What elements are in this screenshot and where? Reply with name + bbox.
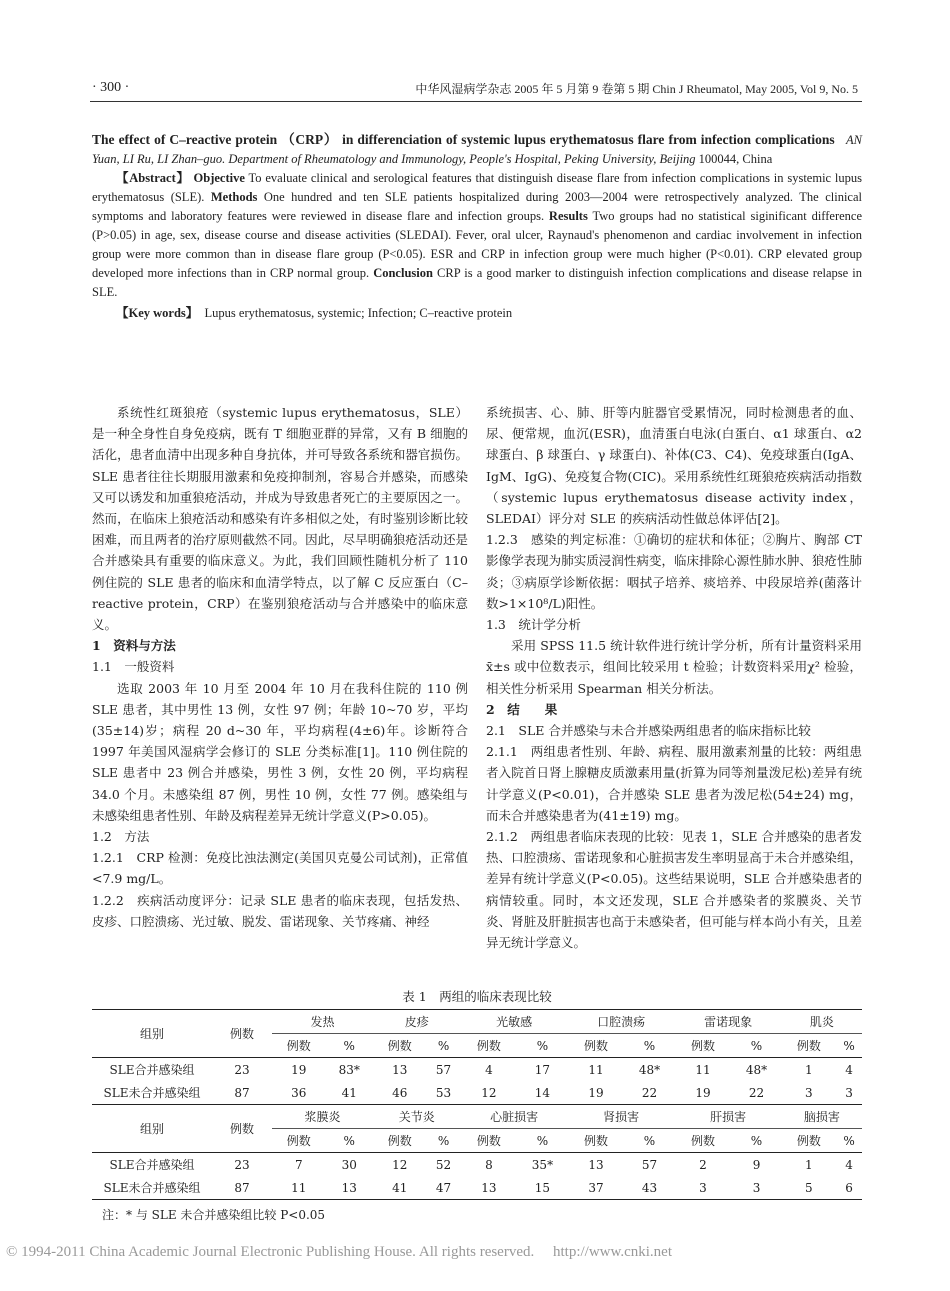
table-cell: 1 — [805, 1062, 813, 1077]
keywords-text: Lupus erythematosus, systemic; Infection; C–reactive protein — [204, 306, 513, 320]
english-abstract — [92, 130, 862, 323]
sub-header: % — [536, 1038, 549, 1053]
table-cell: 48* — [638, 1062, 661, 1077]
methods-label: Methods — [210, 190, 258, 204]
sub-header: % — [750, 1133, 763, 1148]
sub-header: % — [750, 1038, 763, 1053]
col-header: 浆膜炎 — [272, 1105, 373, 1129]
table-cell: 11 — [291, 1180, 307, 1195]
sub-header: 例数 — [476, 1039, 501, 1053]
table-cell: 5 — [805, 1180, 813, 1195]
table-cell: 15 — [534, 1180, 551, 1195]
sub-header: 例数 — [796, 1134, 821, 1148]
table-cell: 47 — [435, 1180, 452, 1195]
clinical-table — [92, 1009, 862, 1200]
col-header: 肌炎 — [782, 1010, 862, 1034]
table-cell: 4 — [845, 1157, 853, 1172]
table-cell: 17 — [534, 1062, 551, 1077]
table-cell: 14 — [534, 1085, 551, 1100]
table-cell: 13 — [481, 1180, 497, 1195]
col-header: 发热 — [272, 1010, 373, 1034]
sub-header: % — [843, 1038, 855, 1053]
table-row — [92, 1176, 862, 1200]
table-row — [92, 1153, 862, 1177]
sub-header: % — [643, 1038, 656, 1053]
table-cell: 53 — [435, 1085, 452, 1100]
journal-header: 中华风湿病学杂志 2005 年 5 月第 9 卷第 5 期 Chin J Rheumatol, May 2005, Vol 9, No. 5 — [415, 82, 858, 96]
sub-header: 例数 — [387, 1039, 412, 1053]
cases-header: 例数 — [229, 1122, 254, 1136]
col-header: 口腔溃疡 — [568, 1010, 675, 1034]
col-header: 雷诺现象 — [675, 1010, 782, 1034]
table-cell: 7 — [294, 1157, 303, 1172]
intro-paragraph: 系统性红斑狼疮（systemic lupus erythematosus，SLE）是一种全身性自身免疫病，既有 T 细胞亚群的异常，又有 B 细胞的活化，患者血清中出现多种自身抗体，并可导致各系统和器官损伤。SLE 患者往往长期服用激素和免疫抑制剂，容易合并感染，而感染又可以诱发和加重狼疮活动，并成为导致患者死亡的主要原因之一。然而，在临床上狼疮活动和感染有许多相似之处，有时鉴别诊断比较困难，而且两者的治疗原则截然不同。因此，尽早明确狼疮活动还是合并感染具有重要的临床意义。为此，我们回顾性随机分析了 110 例住院的 SLE 患者的临床和血清学特点，以了解 C 反应蛋白（C–reactive protein，CRP）在鉴别狼疮活动与合并感染中的临床意义。 — [92, 405, 468, 633]
section-1-2-2-continued: 系统损害、心、肺、肝等内脏器官受累情况，同时检测患者的血、尿、便常规，血沉(ESR)，血清蛋白电泳(白蛋白、α1 球蛋白、α2 球蛋白、β 球蛋白、γ 球蛋白)、补体(C3、C4)、免疫球蛋白(IgA、IgM、IgG)、免疫复合物(CIC)。采用系统性红斑狼疮疾病活动指数（systemic lupus erythematosus disease activity index，SLEDAI）评分对 SLE 的疾病活动性做总体评估[2]。 — [486, 405, 862, 527]
section-1-1-heading: 1.1 一般资料 — [92, 659, 175, 675]
table-cell: 8 — [485, 1157, 493, 1172]
table-cell: 3 — [845, 1085, 853, 1100]
section-1-2-heading: 1.2 方法 — [92, 829, 150, 845]
col-header: 光敏感 — [461, 1010, 568, 1034]
section-1-2-1-text: 1.2.1 CRP 检测：免疫比浊法测定(美国贝克曼公司试剂)，正常值<7.9 mg/L。 — [92, 850, 468, 887]
table-cell: 87 — [234, 1180, 250, 1195]
section-1-2-2-text: 1.2.2 疾病活动度评分：记录 SLE 患者的临床表现，包括发热、皮疹、口腔溃疡、光过敏、脱发、雷诺现象、关节疼痛、神经 — [92, 892, 468, 929]
table-cell: 12 — [392, 1157, 408, 1172]
header-rule — [90, 101, 862, 102]
table-cell: 4 — [845, 1062, 853, 1077]
table-caption: 表 1 两组的临床表现比较 — [402, 989, 552, 1004]
sub-header: % — [437, 1133, 450, 1148]
table-cell: 3 — [805, 1085, 813, 1100]
table-cell: 19 — [695, 1085, 711, 1100]
table-cell: 22 — [641, 1085, 658, 1100]
group-header: 组别 — [139, 1027, 164, 1041]
table-cell: 52 — [435, 1157, 452, 1172]
table-cell: 1 — [805, 1157, 813, 1172]
section-1-3-heading: 1.3 统计学分析 — [486, 617, 581, 633]
table-cell: 57 — [435, 1062, 452, 1077]
keywords-label: 【Key words】 — [116, 306, 199, 320]
results-label: Results — [548, 209, 588, 223]
table-cell: 19 — [291, 1062, 307, 1077]
sub-header: % — [343, 1133, 355, 1148]
table-cell: 57 — [641, 1157, 658, 1172]
table-cell: 11 — [588, 1062, 604, 1077]
table-cell: 9 — [752, 1157, 761, 1172]
sub-header: 例数 — [690, 1134, 715, 1148]
col-header: 关节炎 — [373, 1105, 461, 1129]
table-cell: 41 — [341, 1085, 357, 1100]
table-cell: SLE合并感染组 — [109, 1158, 195, 1172]
table-cell: 43 — [641, 1180, 658, 1195]
table-cell: 12 — [481, 1085, 497, 1100]
col-header: 脑损害 — [782, 1105, 862, 1129]
table-cell: 13 — [341, 1180, 357, 1195]
table-cell: 48* — [745, 1062, 768, 1077]
section-1-heading: 1 资料与方法 — [92, 638, 176, 654]
table-cell: 35* — [531, 1157, 554, 1172]
col-header: 皮疹 — [373, 1010, 461, 1034]
table-cell: 46 — [392, 1085, 408, 1100]
table-cell: 36 — [291, 1085, 307, 1100]
table-cell: 23 — [234, 1062, 250, 1077]
conclusion-label: Conclusion — [373, 266, 433, 280]
cases-header: 例数 — [229, 1027, 254, 1041]
table-cell: 3 — [699, 1180, 707, 1195]
abstract-label: 【Abstract】 — [116, 171, 190, 185]
sub-header: 例数 — [387, 1134, 412, 1148]
table-cell: 2 — [699, 1157, 707, 1172]
table-note: 注：* 与 SLE 未合并感染组比较 P<0.05 — [102, 1208, 326, 1222]
conclusion-text: CRP is a good marker to distinguish infection complications and disease relapse in SLE. — [92, 266, 862, 299]
section-2-heading: 2 结 果 — [486, 701, 558, 717]
table-cell: 13 — [392, 1062, 408, 1077]
table-cell: 19 — [588, 1085, 604, 1100]
sub-header: % — [437, 1038, 450, 1053]
table-cell: 22 — [748, 1085, 765, 1100]
table-cell: 3 — [752, 1180, 761, 1195]
results-text: Two groups had no statistical siginificant difference (P>0.05) in age, sex, disease course and disease activities (SLEDAI). Fever, oral ulcer, Raynaud's phenomenon and cardiac involvement in infection group were more common than in disease flare group (P<0.05). ESR and CRP in infection group were much higher (P<0.01). CRP elevated group developed more infections than in CRP normal group. — [92, 209, 862, 280]
table-1 — [92, 987, 862, 1223]
copyright-footer: © 1994-2011 China Academic Journal Electronic Publishing House. All rights reserved. http://www.cnki.net — [6, 1244, 673, 1260]
table-cell: SLE合并感染组 — [109, 1063, 195, 1077]
col-header: 心脏损害 — [461, 1105, 568, 1129]
group-header: 组别 — [139, 1122, 164, 1136]
col-header: 肾损害 — [568, 1105, 675, 1129]
table-cell: 41 — [392, 1180, 408, 1195]
table-cell: 6 — [845, 1180, 853, 1195]
table-row — [92, 1058, 862, 1082]
objective-text: To evaluate clinical and serological features that distinguish disease flare from infection complications in systemic lupus erythematosus (SLE). — [92, 171, 863, 204]
table-cell: 23 — [234, 1157, 250, 1172]
methods-text: One hundred and ten SLE patients hospitalized during 2003—2004 were retrospectively analyzed. The clinical symptoms and laboratory features were reviewed in disease flare and infection groups. — [92, 190, 862, 223]
right-column — [486, 402, 862, 953]
sub-header: % — [343, 1038, 355, 1053]
objective-label: Objective — [193, 171, 245, 185]
table-cell: 11 — [695, 1062, 711, 1077]
table-cell: 13 — [588, 1157, 604, 1172]
sub-header: % — [843, 1133, 855, 1148]
table-cell: 83* — [338, 1062, 360, 1077]
table-cell: SLE未合并感染组 — [103, 1086, 201, 1100]
sub-header: 例数 — [690, 1039, 715, 1053]
article-title-en: The effect of C–reactive protein （CRP） in differenciation of systemic lupus erythematosus flare from infection complications — [92, 132, 835, 147]
postcode: 100044, China — [698, 152, 773, 166]
section-1-1-text: 选取 2003 年 10 月至 2004 年 10 月在我科住院的 110 例 SLE 患者，其中男性 13 例，女性 97 例；年龄 10~70 岁，平均(35±14)岁；病程 20 d~30 年，平均病程(4±6)年。诊断符合 1997 年美国风湿病学会修订的 SLE 分类标准[1]。110 例住院的 SLE 患者中 23 例合并感染，男性 3 例，女性 20 例，平均病程 34.0 个月。未感染组 87 例，男性 10 例，女性 77 例。感染组与未感染组患者性别、年龄及病程差异无统计学意义(P>0.05)。 — [92, 680, 468, 823]
sub-header: % — [643, 1133, 656, 1148]
authors-affiliation: AN Yuan, LI Ru, LI Zhan–guo. Department of Rheumatology and Immunology, People's Hospital, Peking University, Beijing — [92, 133, 863, 166]
section-2-1-1-text: 2.1.1 两组患者性别、年龄、病程、服用激素剂量的比较：两组患者入院首日肾上腺糖皮质激素用量(折算为同等剂量泼尼松)差异有统计学意义(P<0.01)，合并感染 SLE 患者为泼尼松(54±24) mg，而未合并感染患者为(41±19) mg。 — [486, 744, 862, 823]
table-cell: 37 — [588, 1180, 604, 1195]
table-cell: 4 — [485, 1062, 493, 1077]
table-cell: 30 — [341, 1157, 357, 1172]
sub-header: 例数 — [583, 1134, 608, 1148]
table-cell: 87 — [234, 1085, 250, 1100]
section-2-1-heading: 2.1 SLE 合并感染与未合并感染两组患者的临床指标比较 — [486, 723, 811, 739]
section-2-1-2-text: 2.1.2 两组患者临床表现的比较：见表 1，SLE 合并感染的患者发热、口腔溃疡、雷诺现象和心脏损害发生率明显高于未合并感染组，差异有统计学意义(P<0.05)。这些结果说明，SLE 合并感染患者的病情较重。同时，本文还发现，SLE 合并感染者的浆膜炎、关节炎、肾脏及肝脏损害也高于未感染者，但可能与样本尚小有关，且差异无统计学意义。 — [486, 829, 862, 951]
sub-header: 例数 — [583, 1039, 608, 1053]
sub-header: 例数 — [476, 1134, 501, 1148]
left-column — [92, 402, 468, 932]
section-1-3-text: 采用 SPSS 11.5 统计软件进行统计学分析，所有计量资料采用 x̄±s 或中位数表示，组间比较采用 t 检验；计数资料采用χ² 检验，相关性分析采用 Spearman 相关分析法。 — [486, 638, 862, 696]
table-cell: SLE未合并感染组 — [103, 1181, 201, 1195]
sub-header: 例数 — [286, 1039, 311, 1053]
page-number: · 300 · — [92, 80, 130, 95]
sub-header: 例数 — [796, 1039, 821, 1053]
sub-header: 例数 — [286, 1134, 311, 1148]
section-1-2-3-text: 1.2.3 感染的判定标准：①确切的症状和体征；②胸片、胸部 CT 影像学表现为肺实质浸润性病变，临床排除心源性肺水肿、狼疮性肺炎；③病原学诊断依据：咽拭子培养、痰培养、中段尿培养(菌落计数>1×10⁸/L)阳性。 — [486, 532, 862, 611]
sub-header: % — [536, 1133, 549, 1148]
col-header: 肝损害 — [675, 1105, 782, 1129]
table-row — [92, 1081, 862, 1105]
